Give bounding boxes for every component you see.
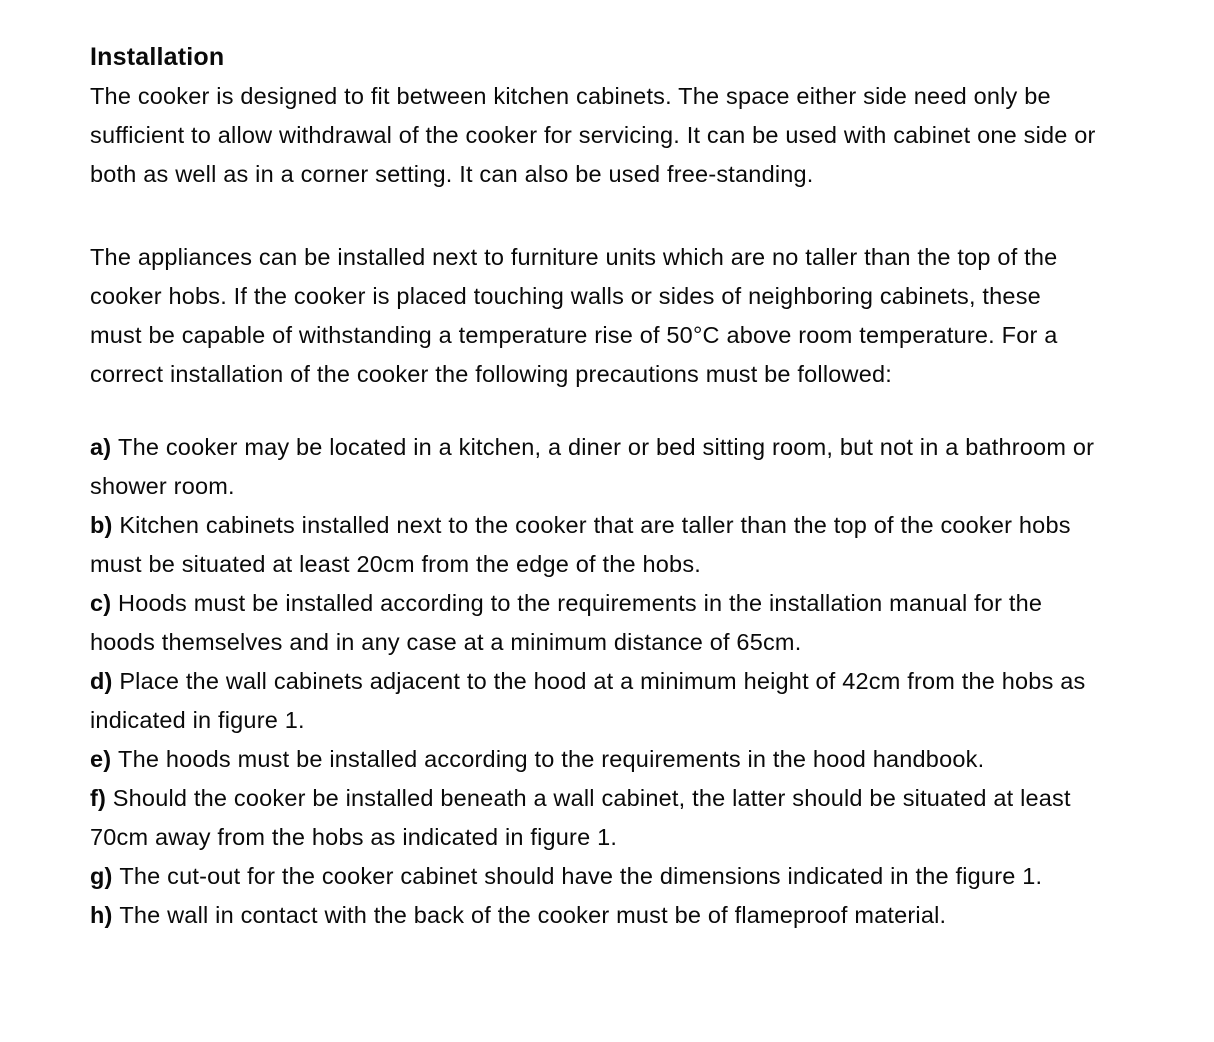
list-item-d — [90, 662, 1194, 740]
list-marker: d) — [90, 668, 120, 694]
list-item-c — [90, 584, 1194, 662]
list-marker: h) — [90, 902, 120, 928]
document-content — [90, 77, 1194, 935]
list-text: Hoods must be installed according to the requirements in the installation manual for the — [118, 590, 1043, 616]
list-marker: f) — [90, 785, 113, 811]
heading-text: Installation — [90, 43, 225, 71]
list-marker: c) — [90, 590, 119, 616]
list-text: The hoods must be installed according to the requirements in the hood handbook. — [118, 746, 985, 772]
list-text: Should the cooker be installed beneath a wall cabinet, the latter should be situated at least — [112, 785, 1071, 811]
text-line: The cooker is designed to fit between kitchen cabinets. The space either side need only be — [90, 83, 1051, 109]
list-marker: a) — [90, 434, 119, 460]
text-line — [90, 428, 1194, 467]
text-line: sufficient to allow withdrawal of the cooker for servicing. It can be used with cabinet one side or — [90, 122, 1096, 148]
text-line — [90, 857, 1194, 896]
list-marker: e) — [90, 746, 119, 772]
text-line: 70cm away from the hobs as indicated in figure 1. — [90, 824, 618, 850]
list-item-e — [90, 740, 1194, 779]
text-line: cooker hobs. If the cooker is placed touching walls or sides of neighboring cabinets, these — [90, 283, 1041, 309]
text-line: indicated in figure 1. — [90, 707, 305, 733]
text-line — [90, 740, 1194, 779]
paragraph — [90, 77, 1194, 194]
list-text: Kitchen cabinets installed next to the cooker that are taller than the top of the cooker hobs — [119, 512, 1071, 538]
text-line: both as well as in a corner setting. It can also be used free-standing. — [90, 161, 814, 187]
text-line — [90, 896, 1194, 935]
list-item-h — [90, 896, 1194, 935]
list-item-b — [90, 506, 1194, 584]
section-heading — [90, 38, 1194, 77]
list-marker: g) — [90, 863, 120, 889]
precautions-list — [90, 428, 1194, 935]
text-line — [90, 584, 1194, 623]
text-line: must be capable of withstanding a temperature rise of 50°C above room temperature. For a — [90, 322, 1058, 348]
list-text: The cooker may be located in a kitchen, a diner or bed sitting room, but not in a bathroom or — [118, 434, 1095, 460]
text-line: The appliances can be installed next to furniture units which are no taller than the top of the — [90, 244, 1058, 270]
list-text: The cut-out for the cooker cabinet should have the dimensions indicated in the figure 1. — [119, 863, 1043, 889]
text-line: shower room. — [90, 473, 235, 499]
list-item-a — [90, 428, 1194, 506]
text-line: hoods themselves and in any case at a minimum distance of 65cm. — [90, 629, 802, 655]
text-line — [90, 506, 1194, 545]
list-text: The wall in contact with the back of the cooker must be of flameproof material. — [119, 902, 947, 928]
list-item-f — [90, 779, 1194, 857]
text-line — [90, 779, 1194, 818]
list-item-g — [90, 857, 1194, 896]
paragraph — [90, 238, 1194, 394]
list-marker: b) — [90, 512, 120, 538]
text-line: correct installation of the cooker the following precautions must be followed: — [90, 361, 892, 387]
list-text: Place the wall cabinets adjacent to the hood at a minimum height of 42cm from the hobs as — [119, 668, 1086, 694]
text-line: must be situated at least 20cm from the edge of the hobs. — [90, 551, 701, 577]
text-line — [90, 662, 1194, 701]
